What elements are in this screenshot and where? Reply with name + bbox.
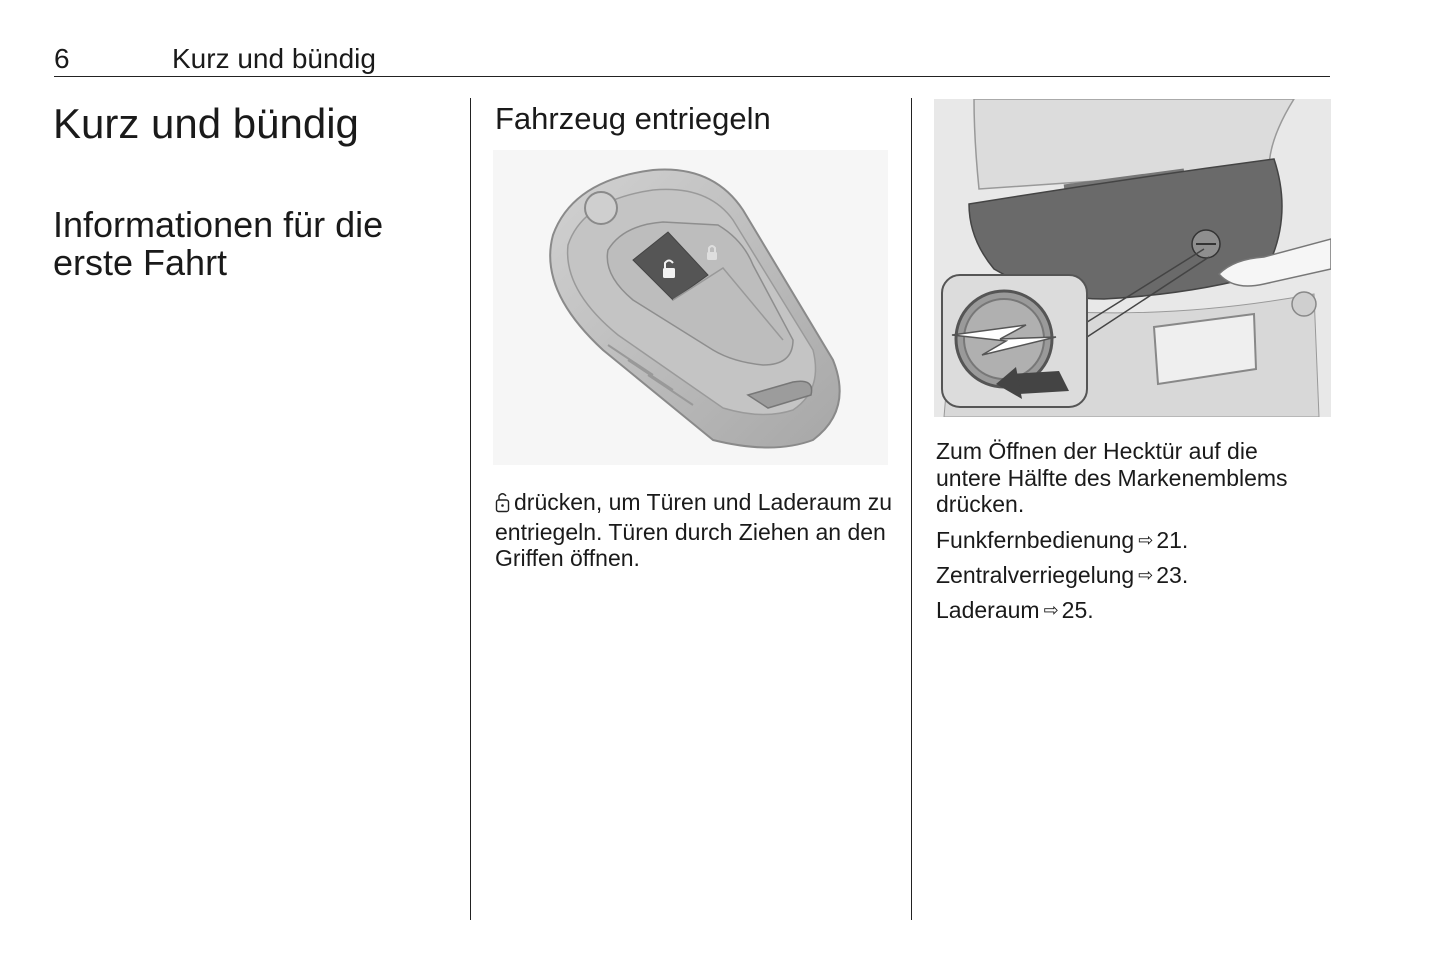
reference-item [936,559,1188,594]
page-reference-arrow-icon: ⇨ [1138,565,1154,585]
reference-page[interactable]: 23. [1156,562,1189,588]
page-reference-arrow-icon: ⇨ [1138,530,1154,550]
reference-page[interactable]: 25. [1061,597,1094,623]
tailgate-emblem-illustration [934,99,1331,417]
section-title: Informationen für die erste Fahrt [53,204,384,283]
column-divider-1 [470,98,471,920]
page-reference-arrow-icon: ⇨ [1043,600,1059,620]
running-title: Kurz und bündig [172,43,376,74]
page-number: 6 [54,43,70,74]
page-header [54,40,1330,77]
reference-item [936,524,1188,559]
unlock-instruction-text: drücken, um Türen und Laderaum zu entriegeln. Türen durch Ziehen an den Griffen öffnen. [495,489,893,571]
reference-label: Zentralverriegelung [936,562,1135,588]
unlock-icon [495,491,510,519]
subsection-title: Fahrzeug entriegeln [495,101,771,136]
key-fob-illustration [493,150,888,465]
tailgate-instruction: Zum Öffnen der Hecktür auf die untere Hälfte des Markenemblems drücken. [936,438,1288,517]
reference-page[interactable]: 21. [1156,527,1189,553]
column-divider-2 [911,98,912,920]
reference-label: Funkfernbedienung [936,527,1135,553]
reference-item [936,594,1188,629]
unlock-instruction [495,489,895,572]
reference-label: Laderaum [936,597,1040,623]
reference-list [936,524,1188,629]
chapter-title: Kurz und bündig [53,100,359,147]
